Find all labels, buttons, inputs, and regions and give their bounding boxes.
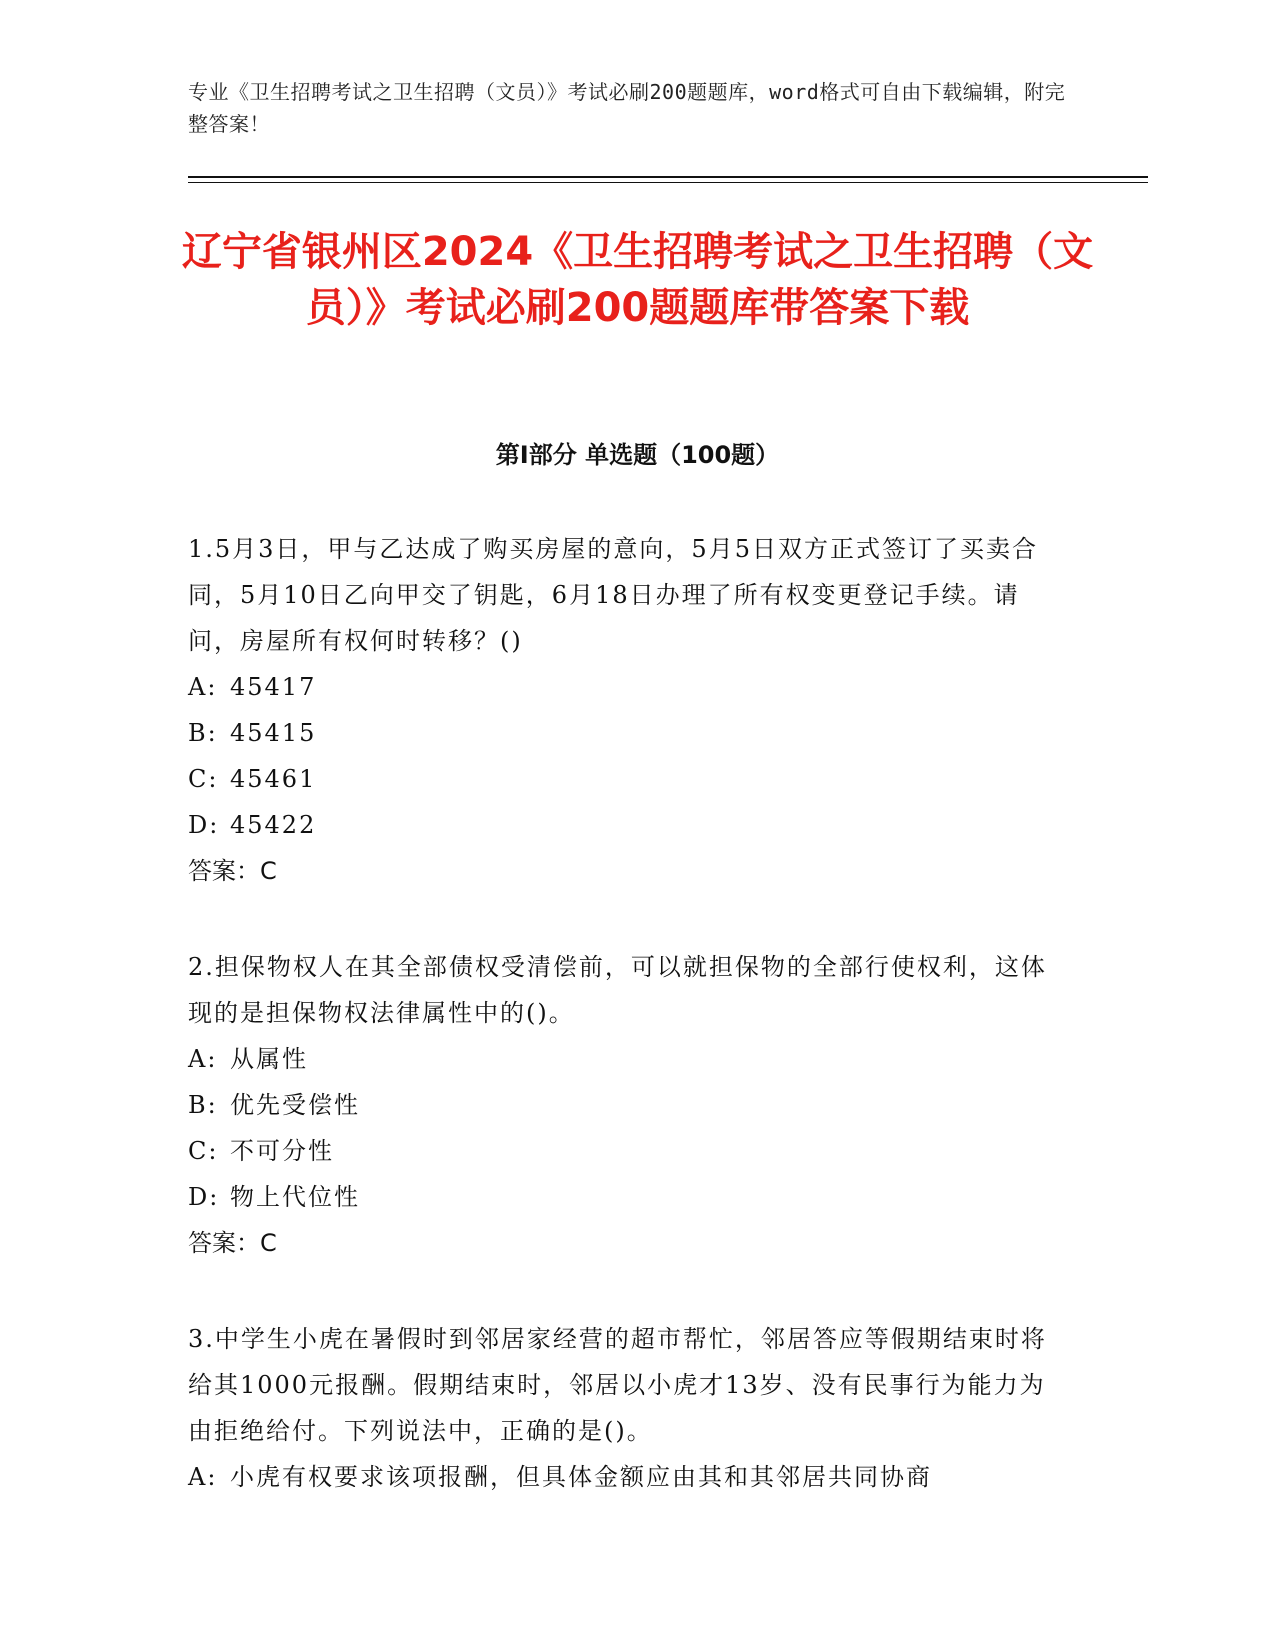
option-key: B:	[188, 719, 218, 747]
option-key: A:	[188, 1463, 218, 1491]
option-text: 不可分性	[230, 1137, 334, 1165]
question-stem: 1.5月3日，甲与乙达成了购买房屋的意向，5月5日双方正式签订了买卖合同，5月10日乙向甲交了钥匙，6月18日办理了所有权变更登记手续。请问，房屋所有权何时转移？()	[188, 535, 1038, 655]
question-1	[188, 526, 1068, 894]
option-key: C:	[188, 1137, 219, 1165]
option-b	[188, 1082, 1068, 1128]
option-c	[188, 756, 1068, 802]
answer: 答案：C	[188, 857, 277, 885]
option-key: A:	[188, 673, 218, 701]
option-a	[188, 1036, 1068, 1082]
option-d	[188, 1174, 1068, 1220]
section-title: 第Ⅰ部分 单选题（100题）	[495, 441, 780, 469]
question-list	[188, 526, 1068, 1550]
option-a	[188, 664, 1068, 710]
option-text: 物上代位性	[230, 1183, 360, 1211]
option-text: 45422	[230, 811, 317, 839]
option-a	[188, 1454, 1068, 1500]
document-title: 辽宁省银州区2024《卫生招聘考试之卫生招聘（文员）》考试必刷200题题库带答案下载	[181, 229, 1094, 331]
option-text: 小虎有权要求该项报酬，但具体金额应由其和其邻居共同协商	[230, 1463, 932, 1491]
header-divider-thick	[188, 176, 1148, 178]
option-text: 从属性	[230, 1045, 308, 1073]
option-text: 优先受偿性	[230, 1091, 360, 1119]
option-key: D:	[188, 1183, 220, 1211]
question-3	[188, 1316, 1068, 1500]
question-stem: 3.中学生小虎在暑假时到邻居家经营的超市帮忙，邻居答应等假期结束时将给其1000元报酬。假期结束时，邻居以小虎才13岁、没有民事行为能力为由拒绝给付。下列说法中，正确的是()。	[188, 1325, 1047, 1445]
option-text: 45415	[230, 719, 317, 747]
option-d	[188, 802, 1068, 848]
option-b	[188, 710, 1068, 756]
header-note: 专业《卫生招聘考试之卫生招聘（文员）》考试必刷200题题库，word格式可自由下载编辑，附完整答案！	[188, 80, 1066, 136]
option-c	[188, 1128, 1068, 1174]
question-2	[188, 944, 1068, 1266]
option-text: 45417	[230, 673, 317, 701]
option-key: B:	[188, 1091, 218, 1119]
question-stem: 2.担保物权人在其全部债权受清偿前，可以就担保物的全部行使权利，这体现的是担保物权法律属性中的()。	[188, 953, 1047, 1027]
option-text: 45461	[230, 765, 317, 793]
option-key: A:	[188, 1045, 218, 1073]
answer: 答案：C	[188, 1229, 277, 1257]
header-divider-thin	[188, 182, 1148, 183]
option-key: C:	[188, 765, 219, 793]
option-key: D:	[188, 811, 220, 839]
